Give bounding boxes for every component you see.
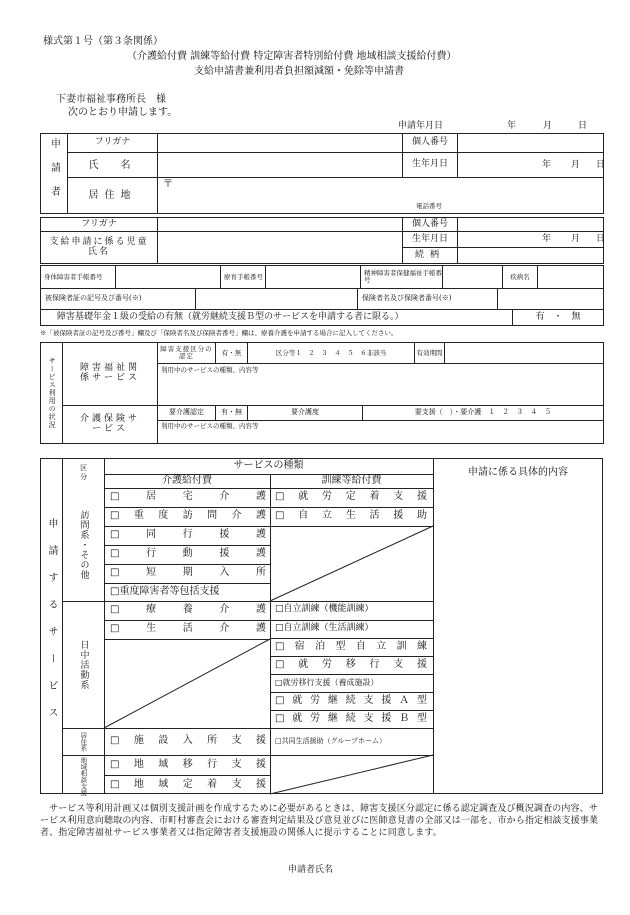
service-item-seikatsu-kaigo[interactable]: □生活介護: [110, 623, 266, 634]
service-item-kodo[interactable]: □行動援護: [110, 548, 266, 559]
applicant-name-field[interactable]: [158, 153, 403, 178]
physical-cert-label: 身体障害者手帳番号: [41, 266, 116, 289]
insured-no-label: 被保険者証の記号及び番号(※): [41, 289, 196, 310]
signature-field[interactable]: [345, 862, 545, 878]
insurer-label: 保険者名及び保険者番号(※): [358, 289, 498, 310]
child-birthdate-label: 生年月日: [403, 232, 458, 248]
child-name-field[interactable]: [158, 232, 403, 264]
insured-no-field[interactable]: [196, 289, 358, 310]
child-relation-field[interactable]: [458, 248, 604, 264]
service-item-shukuhaku[interactable]: □宿泊型自立訓練: [275, 641, 427, 652]
care-cert-label: 要介護認定: [158, 406, 216, 421]
pension-yes-no[interactable]: 有 ・ 無: [513, 310, 604, 326]
child-furigana-label: フリガナ: [41, 218, 158, 232]
service-item-keizoku-a[interactable]: □就労継続支援Ａ型: [275, 695, 427, 706]
applicant-section-label: 申請者: [41, 134, 68, 214]
applicant-personal-no-label: 個人番号: [403, 134, 458, 153]
form-number: 様式第１号（第３条関係）: [43, 36, 163, 47]
service-item-shuro-iko[interactable]: □就労移行支援: [275, 659, 427, 670]
signature-label: 申請者氏名: [288, 865, 334, 875]
kunren-kyufu-label: 訓練等給付費: [321, 475, 382, 486]
applicant-name-label: 氏 名: [68, 153, 158, 178]
care-cert-umu[interactable]: 有・無: [216, 406, 248, 421]
service-item-chiiki-iko[interactable]: □地域移行支援: [110, 759, 266, 770]
child-birthdate-field[interactable]: 年 月 日: [458, 232, 604, 248]
welfare-service-label: 障害福祉関係サービス: [63, 343, 158, 406]
usage-table: [40, 342, 604, 444]
community-kunren-diagonal: [270, 755, 433, 794]
certificate-table: [40, 265, 604, 289]
service-item-ryoyo[interactable]: □療養介護: [110, 604, 266, 615]
form-title-line1: （介護給付費 訓練等給付費 特定障害者特別給付費 地域相談支援給付費）: [127, 51, 457, 62]
service-section-label: 申請するサービス: [46, 518, 57, 734]
insurance-note: ※「被保険者証の記号及び番号」欄及び「保険者名及び保険者番号」欄は、療養介護を申請する場合に記入してください。: [40, 329, 398, 337]
service-item-judo-homon[interactable]: □重度訪問介護: [110, 510, 266, 521]
kaigo-current-service[interactable]: 利用中のサービスの種類、内容等: [158, 421, 604, 444]
ryoiku-cert-label: 療育手帳番号: [221, 266, 266, 289]
child-personal-no-label: 個人番号: [403, 218, 458, 232]
applicant-table: [40, 133, 604, 214]
child-personal-no-field[interactable]: [458, 218, 604, 232]
service-item-shisetsu-nyusho[interactable]: □施設入所支援: [110, 735, 266, 746]
service-item-kino-kunren[interactable]: □自立訓練（機能訓練）: [275, 604, 374, 614]
ryoiku-cert-field[interactable]: [266, 266, 361, 289]
applicant-furigana-field[interactable]: [158, 134, 403, 153]
disease-field[interactable]: [538, 266, 604, 289]
service-item-shuro-iko-yosei[interactable]: □就労移行支援（養成施設）: [275, 678, 379, 687]
service-types-label: サービスの種類: [233, 460, 304, 471]
application-date-label: 申請年月日: [398, 121, 444, 131]
applicant-personal-no-field[interactable]: [458, 134, 604, 153]
detail-label: 申請に係る具体的内容: [468, 467, 568, 478]
service-item-seikatsu-kunren[interactable]: □自立訓練（生活訓練）: [275, 623, 374, 633]
living-group-label: 居住系: [79, 731, 88, 752]
classification-umu[interactable]: 有・無: [216, 343, 248, 364]
child-relation-label: 続柄: [403, 248, 458, 264]
welfare-current-service[interactable]: 利用中のサービスの種類、内容等: [158, 364, 604, 406]
date-day: 日: [578, 121, 588, 131]
date-year: 年: [507, 121, 517, 131]
postal-mark: 〒: [163, 179, 173, 190]
disease-label: 疾病名: [503, 266, 538, 289]
form-title-line2: 支給申請書兼利用者負担額減額・免除等申請書: [194, 66, 404, 77]
validity-field[interactable]: [445, 343, 604, 364]
insurance-table: [40, 288, 604, 310]
service-item-doko[interactable]: □同行援護: [110, 529, 266, 540]
service-item-group-home[interactable]: □共同生活援助（グループホーム）: [275, 737, 387, 745]
child-name-label: 支給申請に係る児童氏名: [41, 232, 158, 264]
mental-cert-field[interactable]: [443, 266, 503, 289]
child-table: [40, 217, 604, 264]
phone-label: 電話番号: [416, 202, 442, 210]
applicant-birthdate-label: 生年月日: [403, 153, 458, 178]
applicant-address-label: 居住地: [68, 178, 158, 214]
visit-kunren-diagonal: [270, 526, 433, 601]
support-level-values[interactable]: 要支援（ ）・要介護 １ ２ ３ ４ ５: [363, 406, 604, 421]
service-item-shuro-teichaku[interactable]: □就労定着支援: [275, 491, 427, 502]
physical-cert-field[interactable]: [116, 266, 221, 289]
service-item-tanki[interactable]: □短期入所: [110, 567, 266, 578]
kaigo-service-label: 介護保険サービス: [63, 406, 158, 444]
addressee: 下妻市福祉事務所長 様: [56, 94, 166, 105]
day-kaigo-diagonal: [104, 639, 270, 728]
community-group-label: 地域相談支援: [79, 756, 88, 796]
kaigo-kyufu-label: 介護給付費: [162, 475, 212, 486]
service-item-chiiki-teichaku[interactable]: □地域定着支援: [110, 779, 266, 790]
service-item-hokatsu[interactable]: □重度障害者等包括支援: [110, 586, 220, 597]
intro-text: 次のとおり申請します。: [68, 107, 178, 118]
pension-label: 障害基礎年金１級の受給の有無（就労継続支援Ｂ型のサービスを申請する者に限る。）: [41, 310, 513, 326]
service-item-kyotaku[interactable]: □居宅介護: [110, 491, 266, 502]
service-item-keizoku-b[interactable]: □就労継続支援Ｂ型: [275, 713, 427, 724]
validity-label: 有効期間: [415, 343, 445, 364]
visit-group-label: 訪問系・その他: [78, 509, 89, 580]
child-furigana-field[interactable]: [158, 218, 403, 232]
service-item-jiritsu-seikatsu[interactable]: □自立生活援助: [275, 510, 427, 521]
classification-label: 障害支援区分の認定: [158, 343, 216, 364]
care-level-label: 要介護度: [248, 406, 363, 421]
day-group-label: 日中活動系: [78, 639, 89, 690]
classification-values[interactable]: 区分等１ ２ ３ ４ ５ ６非該当: [248, 343, 415, 364]
mental-cert-label: 精神障害者保健福祉手帳番号: [361, 266, 443, 289]
insurer-field[interactable]: [498, 289, 604, 310]
applicant-birthdate-field[interactable]: 年 月 日: [458, 153, 604, 178]
applicant-furigana-label: フリガナ: [68, 134, 158, 153]
kubun-label: 区分: [79, 464, 88, 482]
consent-text: サービス等利用計画又は個別支援計画を作成するために必要があるときは、障害支援区分認定に係る認定調査及び概況調査の内容、サービス利用意向聴取の内容、市町村審査会における審査判定結果及び意見並びに医師意見書の全部又は一部を、市から指定相談支援事業者、指定障害福祉サービス事業者又は指定障害者支援施設の関係人に提示することに同意します。: [40, 804, 599, 839]
date-month: 月: [543, 121, 553, 131]
applicant-address-field[interactable]: [158, 178, 604, 214]
pension-table: [40, 309, 604, 326]
usage-section-label: サービス利用の状況: [41, 343, 63, 444]
